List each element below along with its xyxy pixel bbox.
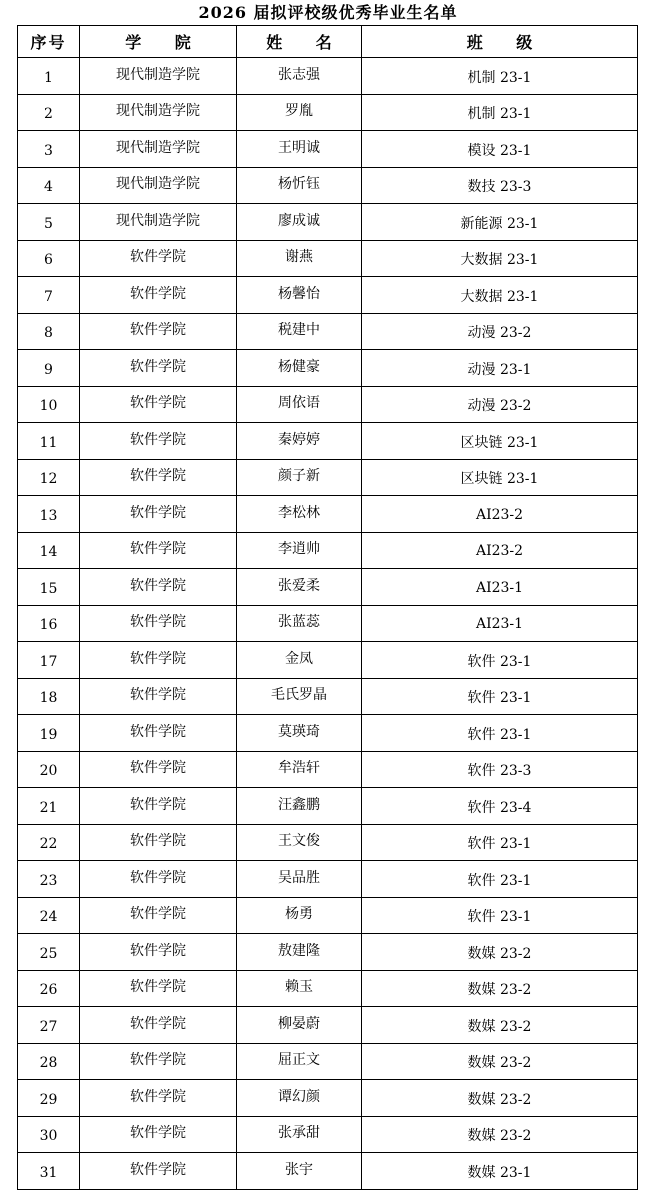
student-name-cell: 杨健豪 xyxy=(237,350,362,387)
college-cell: 软件学院 xyxy=(80,897,237,934)
serial-number-cell: 6 xyxy=(18,240,80,277)
class-cell: 软件 23-3 xyxy=(362,751,638,788)
class-cell: 数媒 23-2 xyxy=(362,1007,638,1044)
class-cell: AI23-1 xyxy=(362,569,638,606)
college-cell: 软件学院 xyxy=(80,459,237,496)
student-name-cell: 张蓝蕊 xyxy=(237,605,362,642)
student-name-cell: 谢燕 xyxy=(237,240,362,277)
serial-number-cell: 27 xyxy=(18,1007,80,1044)
table-row xyxy=(18,131,638,168)
table-row xyxy=(18,423,638,460)
college-cell: 软件学院 xyxy=(80,532,237,569)
college-cell: 现代制造学院 xyxy=(80,167,237,204)
class-cell: 动漫 23-2 xyxy=(362,313,638,350)
college-cell: 软件学院 xyxy=(80,496,237,533)
serial-number-cell: 31 xyxy=(18,1153,80,1190)
college-cell: 软件学院 xyxy=(80,1116,237,1153)
class-cell: 数媒 23-2 xyxy=(362,1080,638,1117)
class-cell: 数媒 23-2 xyxy=(362,1116,638,1153)
serial-number-cell: 19 xyxy=(18,715,80,752)
serial-number-cell: 12 xyxy=(18,459,80,496)
student-name-cell: 李逍帅 xyxy=(237,532,362,569)
table-row xyxy=(18,459,638,496)
class-cell: 数媒 23-2 xyxy=(362,1043,638,1080)
page-title: 2026 届拟评校级优秀毕业生名单 xyxy=(198,3,458,22)
student-name-cell: 金凤 xyxy=(237,642,362,679)
table-row xyxy=(18,897,638,934)
college-cell: 软件学院 xyxy=(80,824,237,861)
class-cell: 软件 23-4 xyxy=(362,788,638,825)
graduate-roster-table xyxy=(17,25,638,1190)
header-class: 班 级 xyxy=(362,26,638,58)
student-name-cell: 秦婷婷 xyxy=(237,423,362,460)
student-name-cell: 汪鑫鹏 xyxy=(237,788,362,825)
student-name-cell: 吴品胜 xyxy=(237,861,362,898)
class-cell: 模设 23-1 xyxy=(362,131,638,168)
student-name-cell: 税建中 xyxy=(237,313,362,350)
serial-number-cell: 25 xyxy=(18,934,80,971)
serial-number-cell: 13 xyxy=(18,496,80,533)
college-cell: 软件学院 xyxy=(80,605,237,642)
table-row xyxy=(18,1007,638,1044)
table-row xyxy=(18,1080,638,1117)
table-row xyxy=(18,386,638,423)
student-name-cell: 张志强 xyxy=(237,58,362,95)
college-cell: 软件学院 xyxy=(80,240,237,277)
class-cell: AI23-2 xyxy=(362,532,638,569)
college-cell: 软件学院 xyxy=(80,788,237,825)
table-body xyxy=(18,58,638,1190)
student-name-cell: 罗胤 xyxy=(237,94,362,131)
table-row xyxy=(18,678,638,715)
table-row xyxy=(18,277,638,314)
student-name-cell: 张爱柔 xyxy=(237,569,362,606)
serial-number-cell: 17 xyxy=(18,642,80,679)
student-name-cell: 屈正文 xyxy=(237,1043,362,1080)
serial-number-cell: 30 xyxy=(18,1116,80,1153)
serial-number-cell: 22 xyxy=(18,824,80,861)
college-cell: 现代制造学院 xyxy=(80,131,237,168)
serial-number-cell: 15 xyxy=(18,569,80,606)
student-name-cell: 杨忻钰 xyxy=(237,167,362,204)
college-cell: 软件学院 xyxy=(80,1007,237,1044)
college-cell: 软件学院 xyxy=(80,715,237,752)
table-row xyxy=(18,532,638,569)
table-row xyxy=(18,94,638,131)
class-cell: 数媒 23-1 xyxy=(362,1153,638,1190)
table-row xyxy=(18,58,638,95)
student-name-cell: 杨勇 xyxy=(237,897,362,934)
table-row xyxy=(18,788,638,825)
serial-number-cell: 18 xyxy=(18,678,80,715)
college-cell: 软件学院 xyxy=(80,313,237,350)
table-row xyxy=(18,1043,638,1080)
class-cell: 软件 23-1 xyxy=(362,824,638,861)
table-row xyxy=(18,569,638,606)
table-row xyxy=(18,167,638,204)
class-cell: 软件 23-1 xyxy=(362,715,638,752)
table-row xyxy=(18,240,638,277)
class-cell: 动漫 23-2 xyxy=(362,386,638,423)
table-row xyxy=(18,642,638,679)
table-row xyxy=(18,1116,638,1153)
header-name: 姓 名 xyxy=(237,26,362,58)
class-cell: 区块链 23-1 xyxy=(362,459,638,496)
serial-number-cell: 16 xyxy=(18,605,80,642)
serial-number-cell: 5 xyxy=(18,204,80,241)
college-cell: 软件学院 xyxy=(80,386,237,423)
class-cell: 动漫 23-1 xyxy=(362,350,638,387)
header-college: 学 院 xyxy=(80,26,237,58)
class-cell: 区块链 23-1 xyxy=(362,423,638,460)
table-row xyxy=(18,970,638,1007)
serial-number-cell: 29 xyxy=(18,1080,80,1117)
serial-number-cell: 14 xyxy=(18,532,80,569)
table-row xyxy=(18,715,638,752)
college-cell: 软件学院 xyxy=(80,1153,237,1190)
class-cell: 数媒 23-2 xyxy=(362,970,638,1007)
student-name-cell: 柳晏蔚 xyxy=(237,1007,362,1044)
serial-number-cell: 20 xyxy=(18,751,80,788)
table-row xyxy=(18,313,638,350)
college-cell: 软件学院 xyxy=(80,934,237,971)
student-name-cell: 颜子新 xyxy=(237,459,362,496)
class-cell: AI23-2 xyxy=(362,496,638,533)
student-name-cell: 张承甜 xyxy=(237,1116,362,1153)
table-row xyxy=(18,861,638,898)
serial-number-cell: 11 xyxy=(18,423,80,460)
serial-number-cell: 4 xyxy=(18,167,80,204)
class-cell: 机制 23-1 xyxy=(362,58,638,95)
student-name-cell: 牟浩轩 xyxy=(237,751,362,788)
class-cell: 软件 23-1 xyxy=(362,897,638,934)
serial-number-cell: 10 xyxy=(18,386,80,423)
college-cell: 现代制造学院 xyxy=(80,204,237,241)
student-name-cell: 李松林 xyxy=(237,496,362,533)
college-cell: 软件学院 xyxy=(80,861,237,898)
serial-number-cell: 1 xyxy=(18,58,80,95)
college-cell: 软件学院 xyxy=(80,1043,237,1080)
serial-number-cell: 23 xyxy=(18,861,80,898)
college-cell: 现代制造学院 xyxy=(80,94,237,131)
table-row xyxy=(18,350,638,387)
header-serial-number: 序号 xyxy=(18,26,80,58)
student-name-cell: 廖成诚 xyxy=(237,204,362,241)
student-name-cell: 莫瑛琦 xyxy=(237,715,362,752)
college-cell: 软件学院 xyxy=(80,751,237,788)
class-cell: 大数据 23-1 xyxy=(362,277,638,314)
college-cell: 软件学院 xyxy=(80,350,237,387)
serial-number-cell: 21 xyxy=(18,788,80,825)
class-cell: AI23-1 xyxy=(362,605,638,642)
table-header-row xyxy=(18,26,638,58)
class-cell: 软件 23-1 xyxy=(362,861,638,898)
student-name-cell: 毛氏罗晶 xyxy=(237,678,362,715)
college-cell: 软件学院 xyxy=(80,970,237,1007)
table-row xyxy=(18,496,638,533)
serial-number-cell: 2 xyxy=(18,94,80,131)
table-row xyxy=(18,751,638,788)
college-cell: 软件学院 xyxy=(80,1080,237,1117)
student-name-cell: 王文俊 xyxy=(237,824,362,861)
class-cell: 机制 23-1 xyxy=(362,94,638,131)
class-cell: 新能源 23-1 xyxy=(362,204,638,241)
college-cell: 软件学院 xyxy=(80,423,237,460)
college-cell: 软件学院 xyxy=(80,642,237,679)
college-cell: 软件学院 xyxy=(80,569,237,606)
serial-number-cell: 28 xyxy=(18,1043,80,1080)
student-name-cell: 张宇 xyxy=(237,1153,362,1190)
college-cell: 现代制造学院 xyxy=(80,58,237,95)
table-row xyxy=(18,934,638,971)
student-name-cell: 杨馨怡 xyxy=(237,277,362,314)
serial-number-cell: 8 xyxy=(18,313,80,350)
serial-number-cell: 26 xyxy=(18,970,80,1007)
class-cell: 软件 23-1 xyxy=(362,678,638,715)
table-row xyxy=(18,204,638,241)
table-row xyxy=(18,605,638,642)
class-cell: 数技 23-3 xyxy=(362,167,638,204)
student-name-cell: 谭幻颜 xyxy=(237,1080,362,1117)
table-row xyxy=(18,1153,638,1190)
serial-number-cell: 24 xyxy=(18,897,80,934)
serial-number-cell: 9 xyxy=(18,350,80,387)
student-name-cell: 赖玉 xyxy=(237,970,362,1007)
student-name-cell: 敖建隆 xyxy=(237,934,362,971)
class-cell: 软件 23-1 xyxy=(362,642,638,679)
serial-number-cell: 7 xyxy=(18,277,80,314)
table-row xyxy=(18,824,638,861)
college-cell: 软件学院 xyxy=(80,678,237,715)
college-cell: 软件学院 xyxy=(80,277,237,314)
student-name-cell: 周依语 xyxy=(237,386,362,423)
class-cell: 大数据 23-1 xyxy=(362,240,638,277)
class-cell: 数媒 23-2 xyxy=(362,934,638,971)
student-name-cell: 王明诚 xyxy=(237,131,362,168)
serial-number-cell: 3 xyxy=(18,131,80,168)
